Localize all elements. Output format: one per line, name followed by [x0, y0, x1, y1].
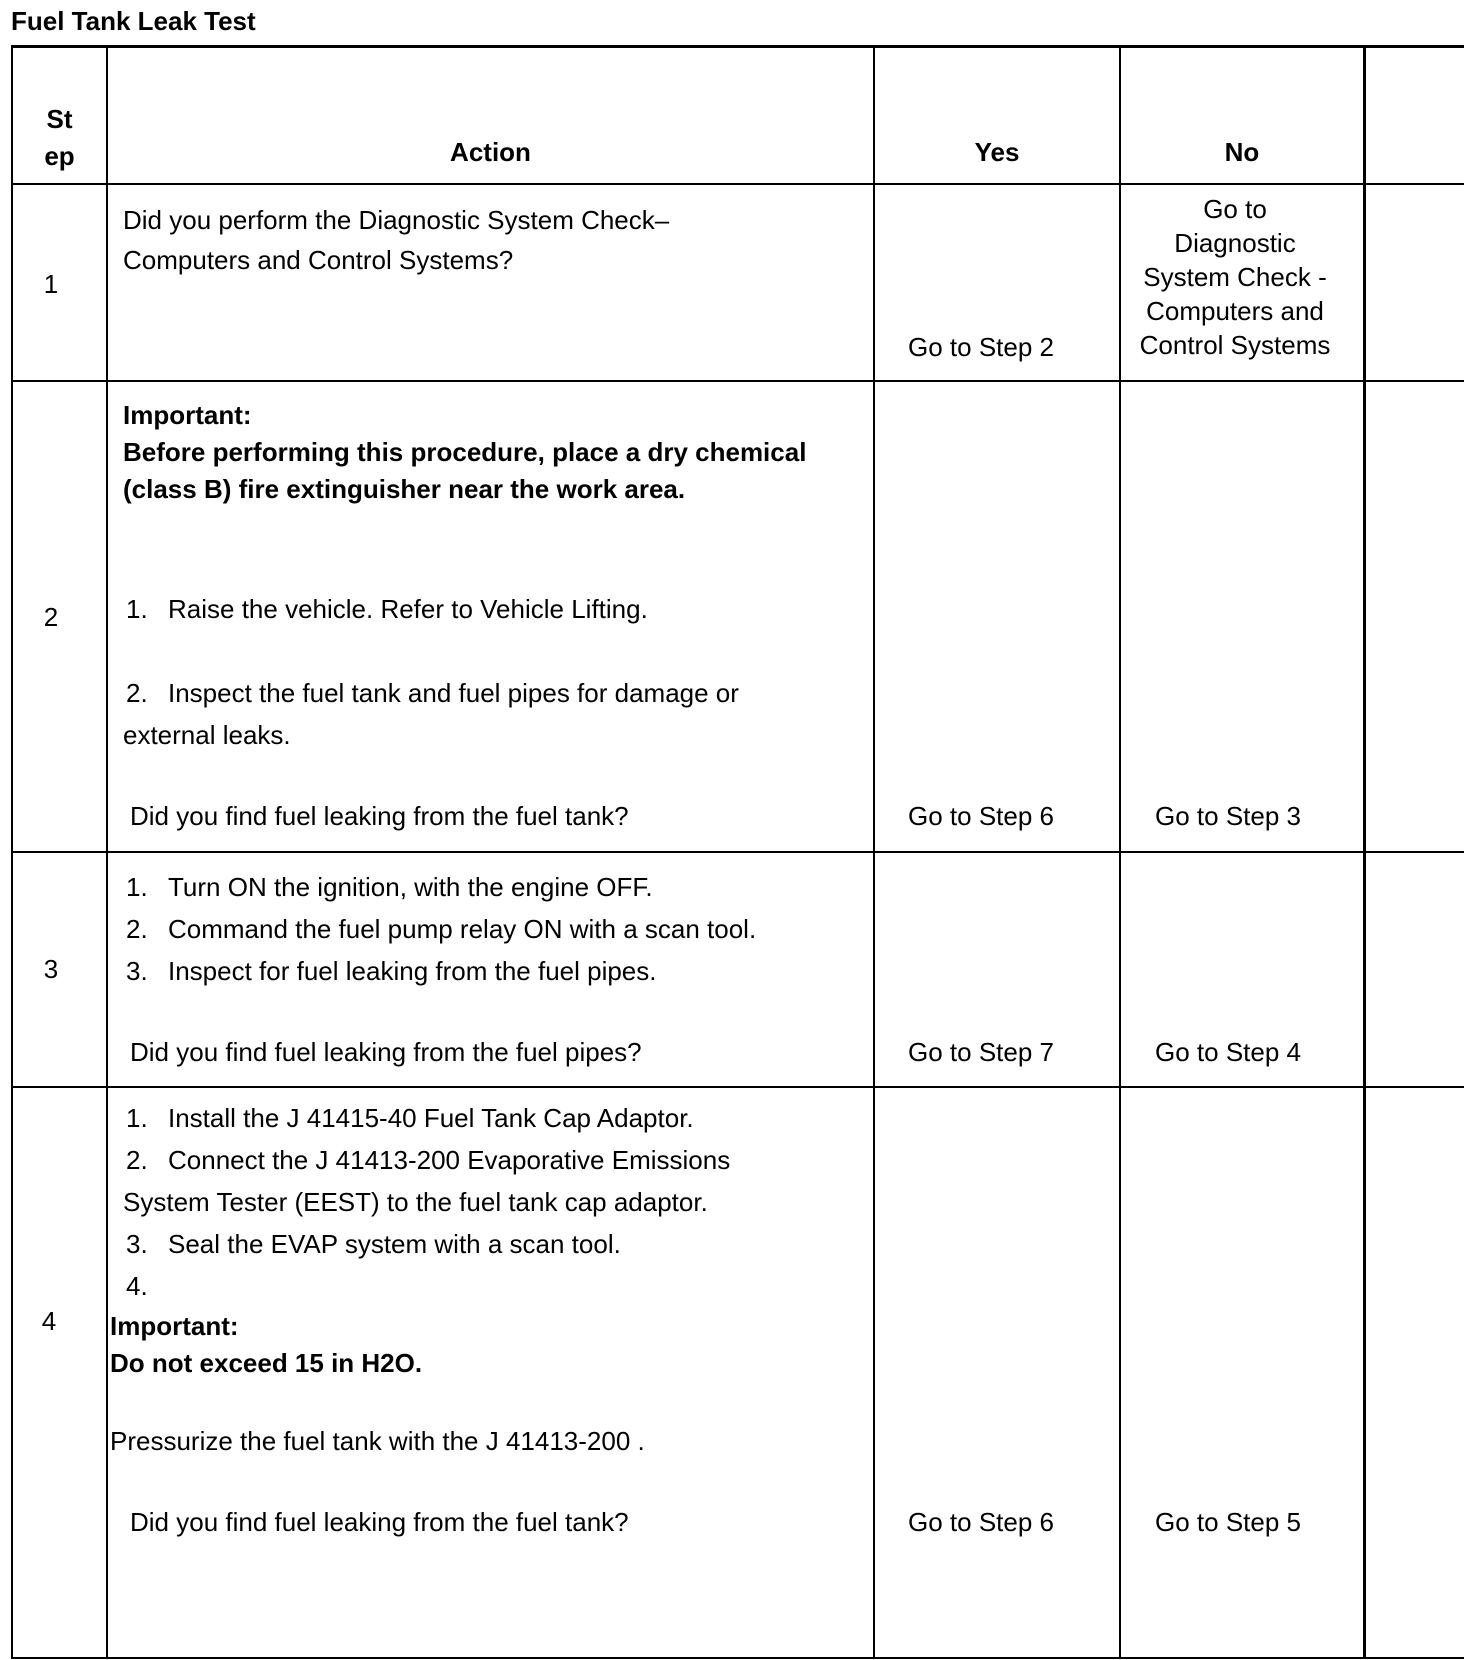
row3-item1: Turn ON the ignition, with the engine OFF. — [168, 872, 653, 902]
table-border-top — [11, 45, 1464, 48]
row4-question: Did you find fuel leaking from the fuel tank? — [130, 1507, 629, 1537]
row1-action-line1: Did you perform the Diagnostic System Check– — [123, 205, 670, 235]
row2-yes: Go to Step 6 — [908, 801, 1054, 831]
row4-item3-number: 3. — [126, 1229, 148, 1259]
header-action: Action — [450, 137, 531, 167]
table-border-bottom — [11, 1657, 1464, 1659]
row-divider-3 — [11, 1086, 1464, 1088]
row3-item2-number: 2. — [126, 914, 148, 944]
row4-item1: Install the J 41415-40 Fuel Tank Cap Adaptor. — [168, 1103, 694, 1133]
row2-question: Did you find fuel leaking from the fuel tank? — [130, 801, 629, 831]
header-yes: Yes — [974, 137, 1020, 167]
col-divider-step — [106, 47, 108, 1659]
row4-no: Go to Step 5 — [1155, 1507, 1301, 1537]
header-step: St ep — [44, 104, 75, 171]
row2-important-line1: Before performing this procedure, place a dry chemical — [123, 437, 807, 467]
row4-item1-number: 1. — [126, 1103, 148, 1133]
row2-no: Go to Step 3 — [1155, 801, 1301, 831]
row1-yes: Go to Step 2 — [908, 332, 1054, 362]
row2-item2-line2: external leaks. — [123, 720, 291, 750]
document-title: Fuel Tank Leak Test — [11, 6, 256, 36]
row4-item3: Seal the EVAP system with a scan tool. — [168, 1229, 621, 1259]
header-no: No — [1224, 137, 1260, 167]
row1-action-line2: Computers and Control Systems? — [123, 245, 514, 275]
row2-item1-number: 1. — [126, 594, 148, 624]
row2-item1: Raise the vehicle. Refer to Vehicle Lifting. — [168, 594, 648, 624]
row3-item2: Command the fuel pump relay ON with a scan tool. — [168, 914, 757, 944]
row4-item2-line1: Connect the J 41413-200 Evaporative Emissions — [168, 1145, 731, 1175]
row3-no: Go to Step 4 — [1155, 1037, 1301, 1067]
row3-item1-number: 1. — [126, 872, 148, 902]
row2-important-label: Important: — [123, 400, 252, 430]
table-border-right — [1363, 47, 1366, 1659]
col-divider-action — [873, 47, 875, 1659]
row4-important-label: Important: — [110, 1311, 239, 1341]
step-number-2: 2 — [43, 602, 59, 632]
step-number-3: 3 — [43, 954, 59, 984]
row3-item3-number: 3. — [126, 956, 148, 986]
row4-important-text: Do not exceed 15 in H2O. — [110, 1348, 423, 1378]
row4-item2-number: 2. — [126, 1145, 148, 1175]
row2-item2-line1: Inspect the fuel tank and fuel pipes for damage or — [168, 678, 739, 708]
row4-item4-number: 4. — [126, 1271, 148, 1301]
step-number-1: 1 — [43, 269, 59, 299]
row3-item3: Inspect for fuel leaking from the fuel pipes. — [168, 956, 657, 986]
step-number-4: 4 — [41, 1306, 57, 1336]
row3-question: Did you find fuel leaking from the fuel pipes? — [130, 1037, 642, 1067]
row2-item2-number: 2. — [126, 678, 148, 708]
row2-important-line2: (class B) fire extinguisher near the work area. — [123, 474, 686, 504]
row1-no: Go to Diagnostic System Check - Computers and Control Systems — [1139, 194, 1331, 360]
row-divider-1 — [11, 380, 1464, 382]
row4-pressurize: Pressurize the fuel tank with the J 41413-200 . — [110, 1426, 645, 1456]
row4-yes: Go to Step 6 — [908, 1507, 1054, 1537]
header-divider — [11, 183, 1464, 185]
row-divider-2 — [11, 851, 1464, 853]
row4-item2-line2: System Tester (EEST) to the fuel tank cap adaptor. — [123, 1187, 708, 1217]
row3-yes: Go to Step 7 — [908, 1037, 1054, 1067]
